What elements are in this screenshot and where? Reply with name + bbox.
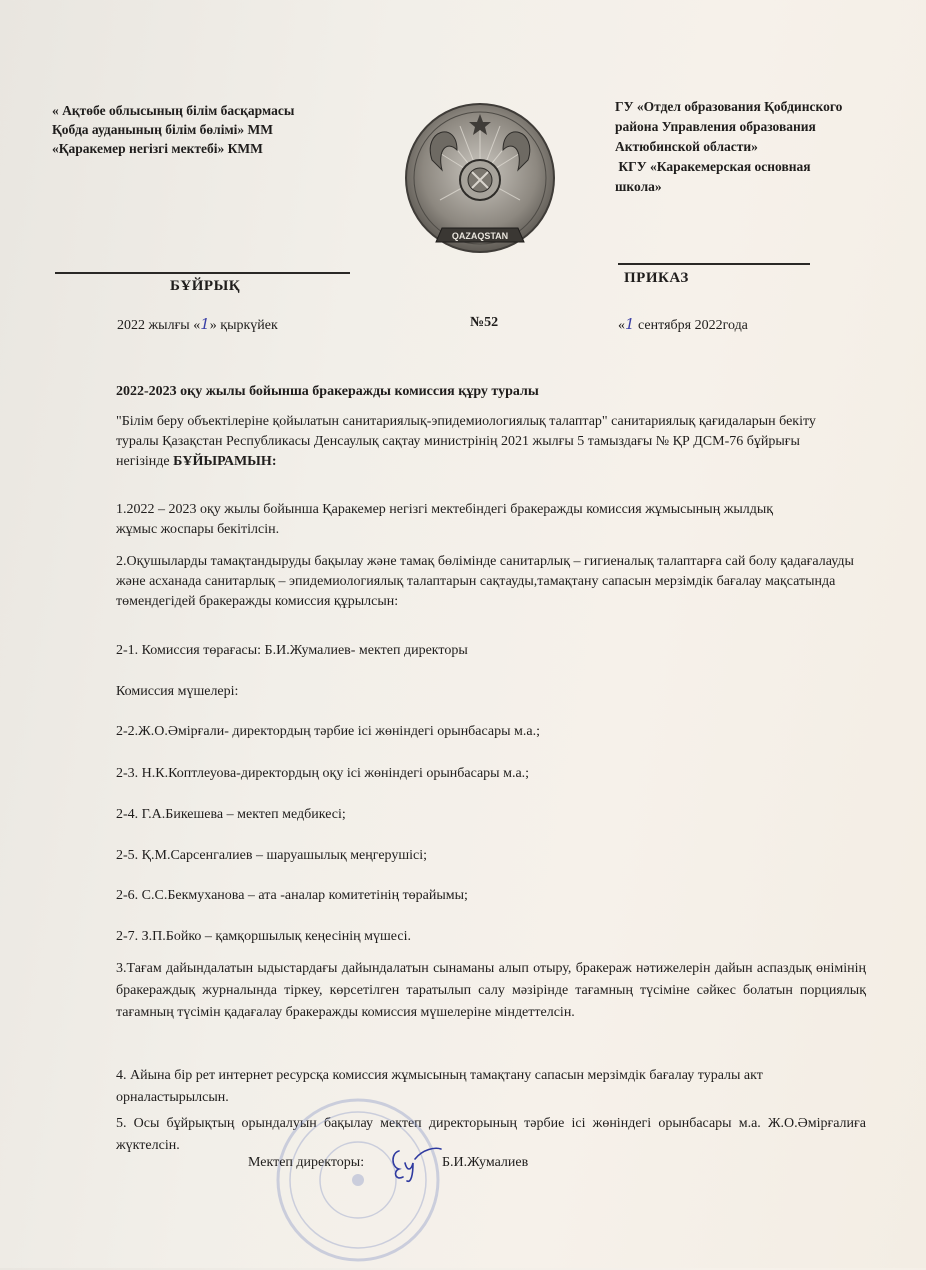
header-left-line: Қобда ауданының білім бөлімі» ММ bbox=[52, 122, 274, 137]
header-right-line: Актюбинской области» bbox=[615, 139, 758, 154]
divider-right bbox=[618, 263, 810, 265]
date-prefix: « bbox=[618, 318, 625, 333]
order-title-ru: ПРИКАЗ bbox=[624, 270, 689, 286]
handwritten-day: 1 bbox=[200, 315, 210, 333]
member-item: 2-7. З.П.Бойко – қамқоршылық кеңесінің мүшесі. bbox=[116, 929, 411, 944]
order-title-kz: БҰЙРЫҚ bbox=[170, 278, 241, 294]
emblem-text: QAZAQSTAN bbox=[451, 231, 509, 241]
signature-icon bbox=[385, 1145, 445, 1185]
header-left-org bbox=[52, 101, 372, 158]
member-item: 2-5. Қ.М.Сарсенгалиев – шаруашылық меңгерушісі; bbox=[116, 848, 428, 863]
header-right-line: ГУ «Отдел образования Қобдинского bbox=[615, 99, 843, 114]
member-item: 2-2.Ж.О.Әмірғали- директордың тәрбие ісі жөніндегі орынбасары м.а.; bbox=[116, 724, 540, 739]
preamble-command: БҰЙЫРАМЫН: bbox=[173, 454, 277, 469]
header-left-line: «Қаракемер негізгі мектебі» КММ bbox=[52, 141, 263, 156]
clause-1: 1.2022 – 2023 оқу жылы бойынша Қаракемер негізгі мектебіндегі бракеражды комиссия жұмысының жылдық жұмыс жоспары бекітілсін. bbox=[116, 502, 774, 537]
header-right-line: района Управления образования bbox=[615, 119, 816, 134]
order-subject: 2022-2023 оқу жылы бойынша бракеражды комиссия құру туралы bbox=[116, 384, 539, 399]
handwritten-day: 1 bbox=[625, 315, 635, 333]
date-suffix: сентября 2022года bbox=[634, 318, 748, 333]
clause-2: 2.Оқушыларды тамақтандыруды бақылау және тамақ бөлімінде санитарлық – гигиеналық талаптарға сай болу қадағалауды және асханада санитарлық – эпидемиологиялық талаптарын сақтауды,тамақтану сапасын мерзімдік бағалау мақсатында төмендегідей бракеражды комиссия құрылсын: bbox=[116, 554, 854, 609]
emblem-icon bbox=[402, 100, 558, 265]
header-right-org bbox=[615, 97, 905, 197]
header-right-line: КГУ «Каракемерская основная bbox=[615, 159, 811, 174]
member-item: 2-4. Г.А.Бикешева – мектеп медбикесі; bbox=[116, 807, 346, 822]
signatory-title: Мектеп директоры: bbox=[248, 1155, 365, 1170]
member-item: 2-3. Н.К.Коптлеуова-директордың оқу ісі жөніндегі орынбасары м.а.; bbox=[116, 766, 530, 781]
order-date-ru bbox=[618, 315, 748, 334]
state-emblem bbox=[402, 100, 558, 265]
clause-4: 4. Айына бір рет интернет ресурсқа комиссия жұмысының тамақтану сапасын мерзімдік бағалау туралы акт орналастырылсын. bbox=[116, 1068, 763, 1105]
header-right-line: школа» bbox=[615, 179, 662, 194]
members-label: Комиссия мүшелері: bbox=[116, 684, 239, 699]
order-date-kz bbox=[117, 315, 278, 334]
clause-5: 5. Осы бұйрықтың орындалуын бақылау мектеп директорының тәрбие ісі жөніндегі орынбасары м.а. Ж.О.Әмірғалиға жүктелсін. bbox=[116, 1116, 866, 1153]
handwritten-signature bbox=[385, 1145, 445, 1185]
date-suffix: » қыркүйек bbox=[209, 318, 278, 333]
preamble-text: "Білім беру объектілеріне қойылатын санитариялық-эпидемиологиялық талаптар" санитариялық қағидаларын бекіту туралы Қазақстан Республикасы Денсаулық сақтау министрінің 2021 жылғы 5 тамыздағы № ҚР ДСМ-76 бұйрығы негізінде bbox=[116, 414, 816, 469]
signatory-name: Б.И.Жумалиев bbox=[442, 1155, 529, 1170]
header-left-line: « Ақтөбе облысының білім басқармасы bbox=[52, 103, 295, 118]
order-preamble bbox=[116, 412, 816, 472]
order-number: №52 bbox=[470, 315, 499, 330]
clause-3: 3.Тағам дайындалатын ыдыстардағы дайындалатын сынаманы алып отыру, бракераж нәтижелерін дайын аспаздық өнімінің бракераждық журналында тіркеу, көрсетілген таратылып салу мәзірінде тағамның түсіміне сәйкес болатын порциялық тағамның түсімін қадағалау бракеражды комиссия мүшелеріне міндеттелсін. bbox=[116, 961, 866, 1020]
commission-chair: 2-1. Комиссия төрағасы: Б.И.Жумалиев- мектеп директоры bbox=[116, 643, 468, 658]
date-prefix: 2022 жылғы « bbox=[117, 318, 201, 333]
member-item: 2-6. С.С.Бекмуханова – ата -аналар комитетінің төрайымы; bbox=[116, 888, 468, 903]
divider-left bbox=[55, 272, 350, 274]
